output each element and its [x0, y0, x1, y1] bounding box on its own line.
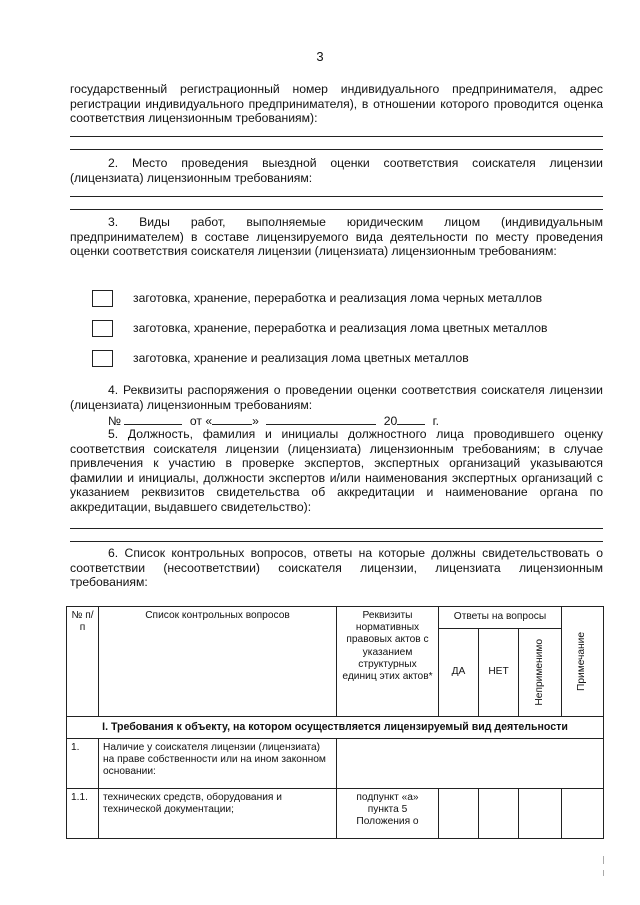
page-number: 3 — [316, 49, 324, 64]
header-note-cell — [562, 607, 604, 717]
fill-line — [70, 149, 603, 150]
table-row — [67, 739, 604, 789]
header-questions: Список контрольных вопросов — [99, 607, 337, 717]
scan-mark — [603, 870, 604, 876]
header-num: № п/п — [67, 607, 99, 717]
item-3-paragraph: 3. Виды работ, выполняемые юридическим лицом (индивидуальным предпринимателем) в составе лицензируемого вида деятельности по месту проведения оценки соответствия соискателя лицензии (лицензиата) лицензионным требованиям: — [70, 215, 603, 259]
fill-line — [70, 136, 603, 137]
header-answers: Ответы на вопросы — [439, 607, 562, 629]
checkbox[interactable] — [92, 320, 113, 337]
row-question: Наличие у соискателя лицензии (лицензиата) на праве собственности или на ином законном основании: — [99, 739, 337, 789]
number-label: № — [108, 414, 122, 428]
order-requisites-line — [108, 413, 439, 428]
option-label: заготовка, хранение и реализация лома цветных металлов — [133, 351, 469, 365]
header-na: Неприменимо — [533, 639, 545, 706]
row-requisite: подпункт «а» пункта 5 Положения о — [337, 789, 439, 839]
table-row — [67, 789, 604, 839]
header-yes: ДА — [439, 629, 479, 717]
month-field[interactable] — [266, 413, 376, 425]
day-field[interactable] — [212, 413, 252, 425]
year-field[interactable] — [397, 413, 425, 425]
checklist-table — [66, 606, 604, 839]
option-nonferrous-processing[interactable] — [92, 318, 547, 338]
fill-line — [70, 196, 603, 197]
quote-close: » — [252, 414, 259, 428]
year-suffix: г. — [432, 414, 439, 428]
answer-yes-cell[interactable] — [439, 789, 479, 839]
note-cell[interactable] — [562, 789, 604, 839]
checkbox[interactable] — [92, 290, 113, 307]
item-2-paragraph: 2. Место проведения выездной оценки соответствия соискателя лицензии (лицензиата) лицензионным требованиям: — [70, 156, 603, 185]
year-prefix: 20 — [383, 414, 398, 428]
header-requisites: Реквизиты нормативных правовых актов с указанием структурных единиц этих актов* — [337, 607, 439, 717]
fill-line — [70, 209, 603, 210]
row-num: 1.1. — [67, 789, 99, 839]
answer-na-cell[interactable] — [519, 789, 562, 839]
scan-mark — [603, 856, 604, 864]
option-nonferrous-storage[interactable] — [92, 348, 469, 368]
row-num: 1. — [67, 739, 99, 789]
fill-line — [70, 541, 603, 542]
header-no: НЕТ — [479, 629, 519, 717]
checkbox[interactable] — [92, 350, 113, 367]
header-note: Примечание — [576, 632, 588, 691]
section-title: I. Требования к объекту, на котором осуществляется лицензируемый вид деятельности — [67, 717, 604, 739]
row-requisite — [337, 739, 604, 789]
item-5-paragraph: 5. Должность, фамилия и инициалы должностного лица проводившего оценку соответствия соискателя лицензии (лицензиата) лицензионным требованиям; в случае привлечения к участию в проверке экспертов, экспертных организаций указываются фамилии и инициалы, должности экспертов и/или наименования экспертных организаций с указанием реквизитов свидетельства об аккредитации и наименование органа по аккредитации, выдавшего свидетельство): — [70, 427, 603, 514]
item-6-paragraph: 6. Список контрольных вопросов, ответы на которые должны свидетельствовать о соответствии (несоответствии) соискателя лицензии, лицензиата лицензионным требованиям: — [70, 546, 603, 590]
item-4-paragraph: 4. Реквизиты распоряжения о проведении оценки соответствия соискателя лицензии (лицензиата) лицензионным требованиям: — [70, 383, 603, 412]
intro-paragraph: государственный регистрационный номер индивидуального предпринимателя, адрес регистрации индивидуального предпринимателя), в отношении которого проводится оценка соответствия лицензионным требованиям): — [70, 82, 603, 126]
answer-no-cell[interactable] — [479, 789, 519, 839]
header-na-cell — [519, 629, 562, 717]
number-field[interactable] — [124, 413, 182, 425]
option-ferrous[interactable] — [92, 288, 542, 308]
row-question: технических средств, оборудования и технической документации; — [99, 789, 337, 839]
fill-line — [70, 528, 603, 529]
option-label: заготовка, хранение, переработка и реализация лома цветных металлов — [133, 321, 548, 335]
from-label: от « — [189, 414, 213, 428]
option-label: заготовка, хранение, переработка и реализация лома черных металлов — [133, 291, 543, 305]
